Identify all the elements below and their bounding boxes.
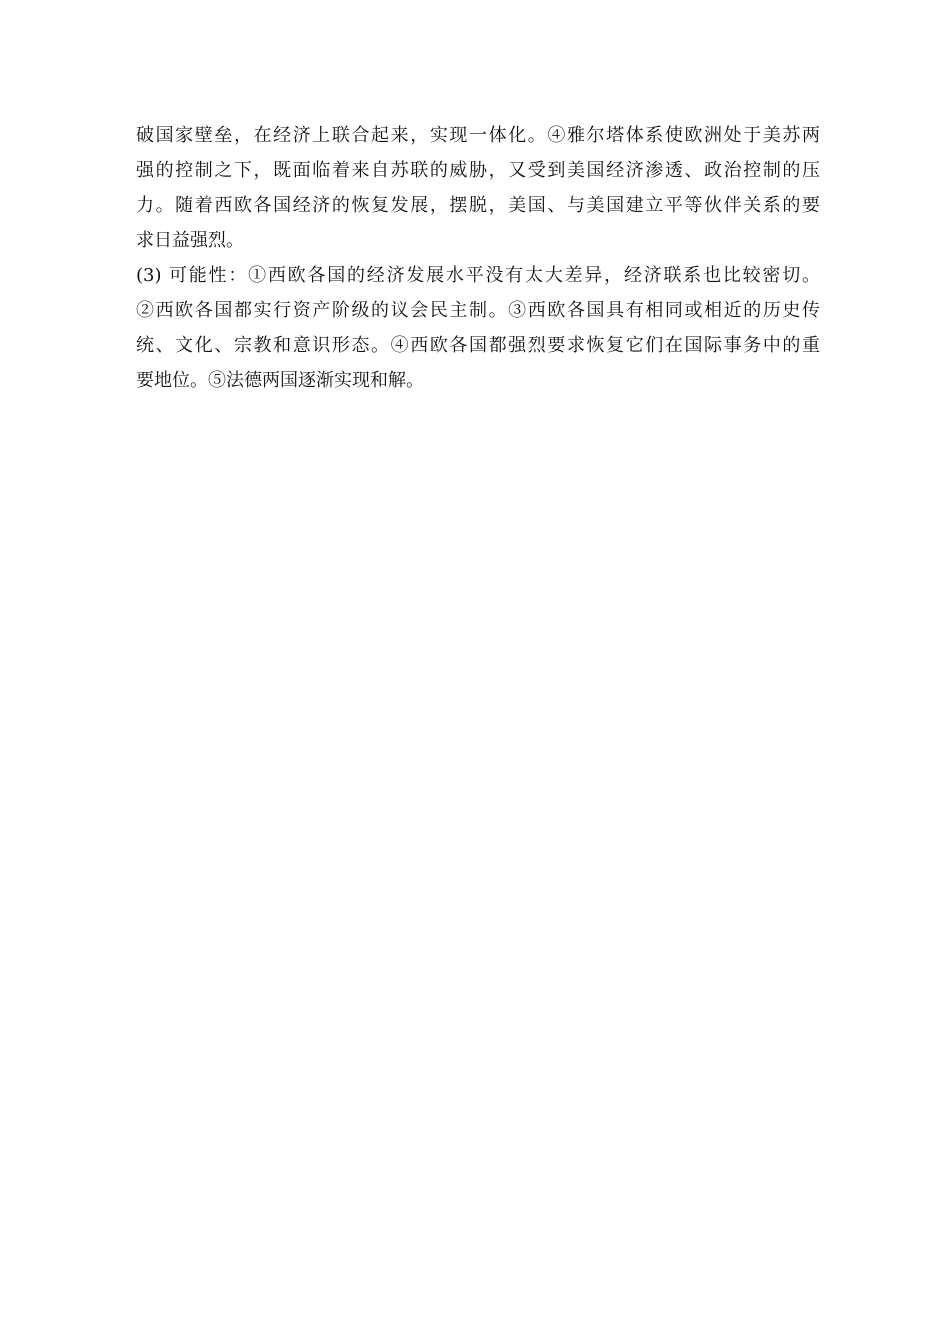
text-line-6: ②西欧各国都实行资产阶级的议会民主制。③西欧各国具有相同或相近的历史传 xyxy=(136,300,820,321)
document-body xyxy=(136,118,820,398)
text-line-5: (3) 可能性：①西欧各国的经济发展水平没有太大差异，经济联系也比较密切。 xyxy=(136,265,820,286)
text-line-4: 求日益强烈。 xyxy=(136,230,244,251)
text-line-2: 强的控制之下，既面临着来自苏联的威胁，又受到美国经济渗透、政治控制的压 xyxy=(136,160,820,181)
text-line-7: 统、文化、宗教和意识形态。④西欧各国都强烈要求恢复它们在国际事务中的重 xyxy=(136,335,820,356)
text-line-3: 力。随着西欧各国经济的恢复发展，摆脱，美国、与美国建立平等伙伴关系的要 xyxy=(136,195,820,216)
text-line-1: 破国家壁垒，在经济上联合起来，实现一体化。④雅尔塔体系使欧洲处于美苏两 xyxy=(136,125,820,146)
text-line-8: 要地位。⑤法德两国逐渐实现和解。 xyxy=(136,370,424,391)
